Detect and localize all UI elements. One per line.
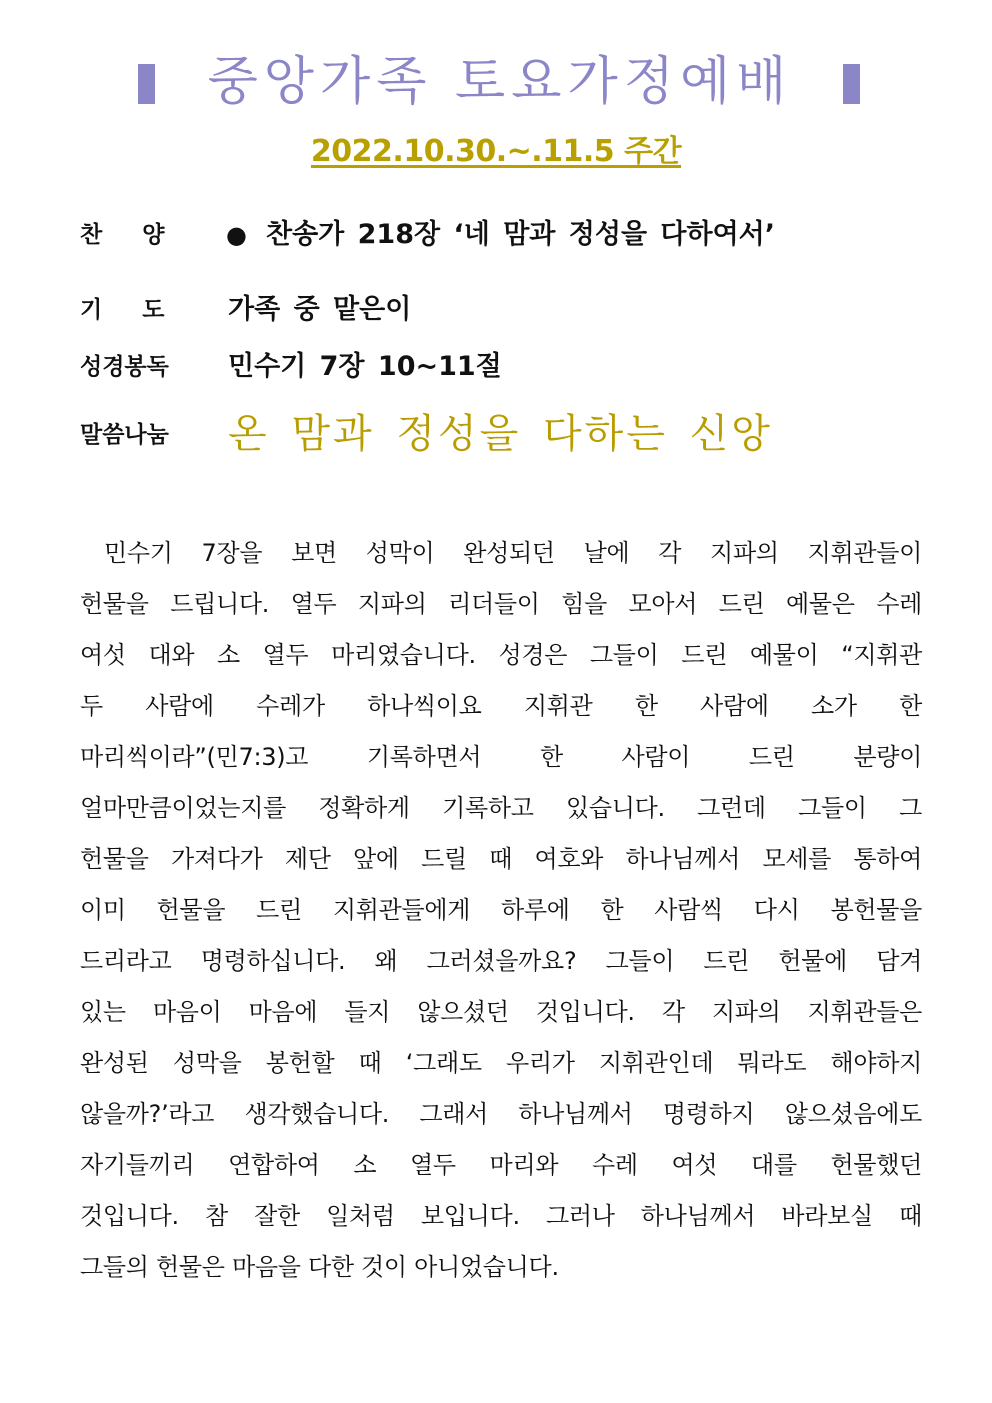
- body-line: 여섯 대와 소 열두 마리였습니다. 성경은 그들이 드린 예물이 “지휘관: [80, 641, 922, 669]
- body-line: 드리라고 명령하십니다. 왜 그러셨을까요? 그들이 드린 헌물에 담겨: [80, 947, 922, 975]
- title-bar-left: [138, 64, 155, 104]
- body-line: 있는 마음이 마음에 들지 않으셨던 것입니다. 각 지파의 지휘관들은: [80, 998, 922, 1026]
- body-line: 완성된 성막을 봉헌할 때 ‘그래도 우리가 지휘관인데 뭐라도 해야하지: [80, 1049, 922, 1077]
- sermon-body: [80, 528, 922, 1293]
- hymn-value: 찬송가 218장 ‘네 맘과 정성을 다하여서’: [266, 219, 776, 250]
- prayer-label: 기도: [80, 297, 205, 323]
- body-line: 두 사람에 수레가 하나씩이요 지휘관 한 사람에 소가 한: [80, 692, 922, 720]
- week-range: 2022.10.30.~.11.5 주간: [310, 134, 682, 169]
- page-title: 중앙가족 토요가정예배: [207, 52, 793, 112]
- body-line: 얼마만큼이었는지를 정확하게 기록하고 있습니다. 그런데 그들이 그: [80, 794, 922, 822]
- sermon-label: 말씀나눔: [80, 422, 169, 448]
- body-line: 않을까?’라고 생각했습니다. 그래서 하나님께서 명령하지 않으셨음에도: [80, 1100, 922, 1128]
- body-line: 것입니다. 참 잘한 일처럼 보입니다. 그러나 하나님께서 바라보실 때: [80, 1202, 922, 1230]
- hymn-label: 찬양: [80, 222, 205, 248]
- body-line: 자기들끼리 연합하여 소 열두 마리와 수레 여섯 대를 헌물했던: [80, 1151, 922, 1179]
- body-line: 마리씩이라”(민7:3)고 기록하면서 한 사람이 드린 분량이: [80, 743, 922, 771]
- body-line: 그들의 헌물은 마음을 다한 것이 아니었습니다.: [80, 1253, 559, 1281]
- title-bar-right: [843, 64, 860, 104]
- bullet-icon: ●: [226, 221, 247, 249]
- body-line: 헌물을 드립니다. 열두 지파의 리더들이 힘을 모아서 드린 예물은 수레: [80, 590, 922, 618]
- reading-label: 성경봉독: [80, 354, 169, 380]
- sermon-title: 온 맘과 정성을 다하는 신앙: [228, 411, 773, 457]
- prayer-value: 가족 중 맡은이: [228, 294, 412, 325]
- reading-value: 민수기 7장 10~11절: [228, 351, 502, 382]
- body-line: 헌물을 가져다가 제단 앞에 드릴 때 여호와 하나님께서 모세를 통하여: [80, 845, 922, 873]
- title-row: [0, 42, 992, 122]
- body-line: 이미 헌물을 드린 지휘관들에게 하루에 한 사람씩 다시 봉헌물을: [80, 896, 922, 924]
- body-line: 민수기 7장을 보면 성막이 완성되던 날에 각 지파의 지휘관들이: [104, 539, 922, 567]
